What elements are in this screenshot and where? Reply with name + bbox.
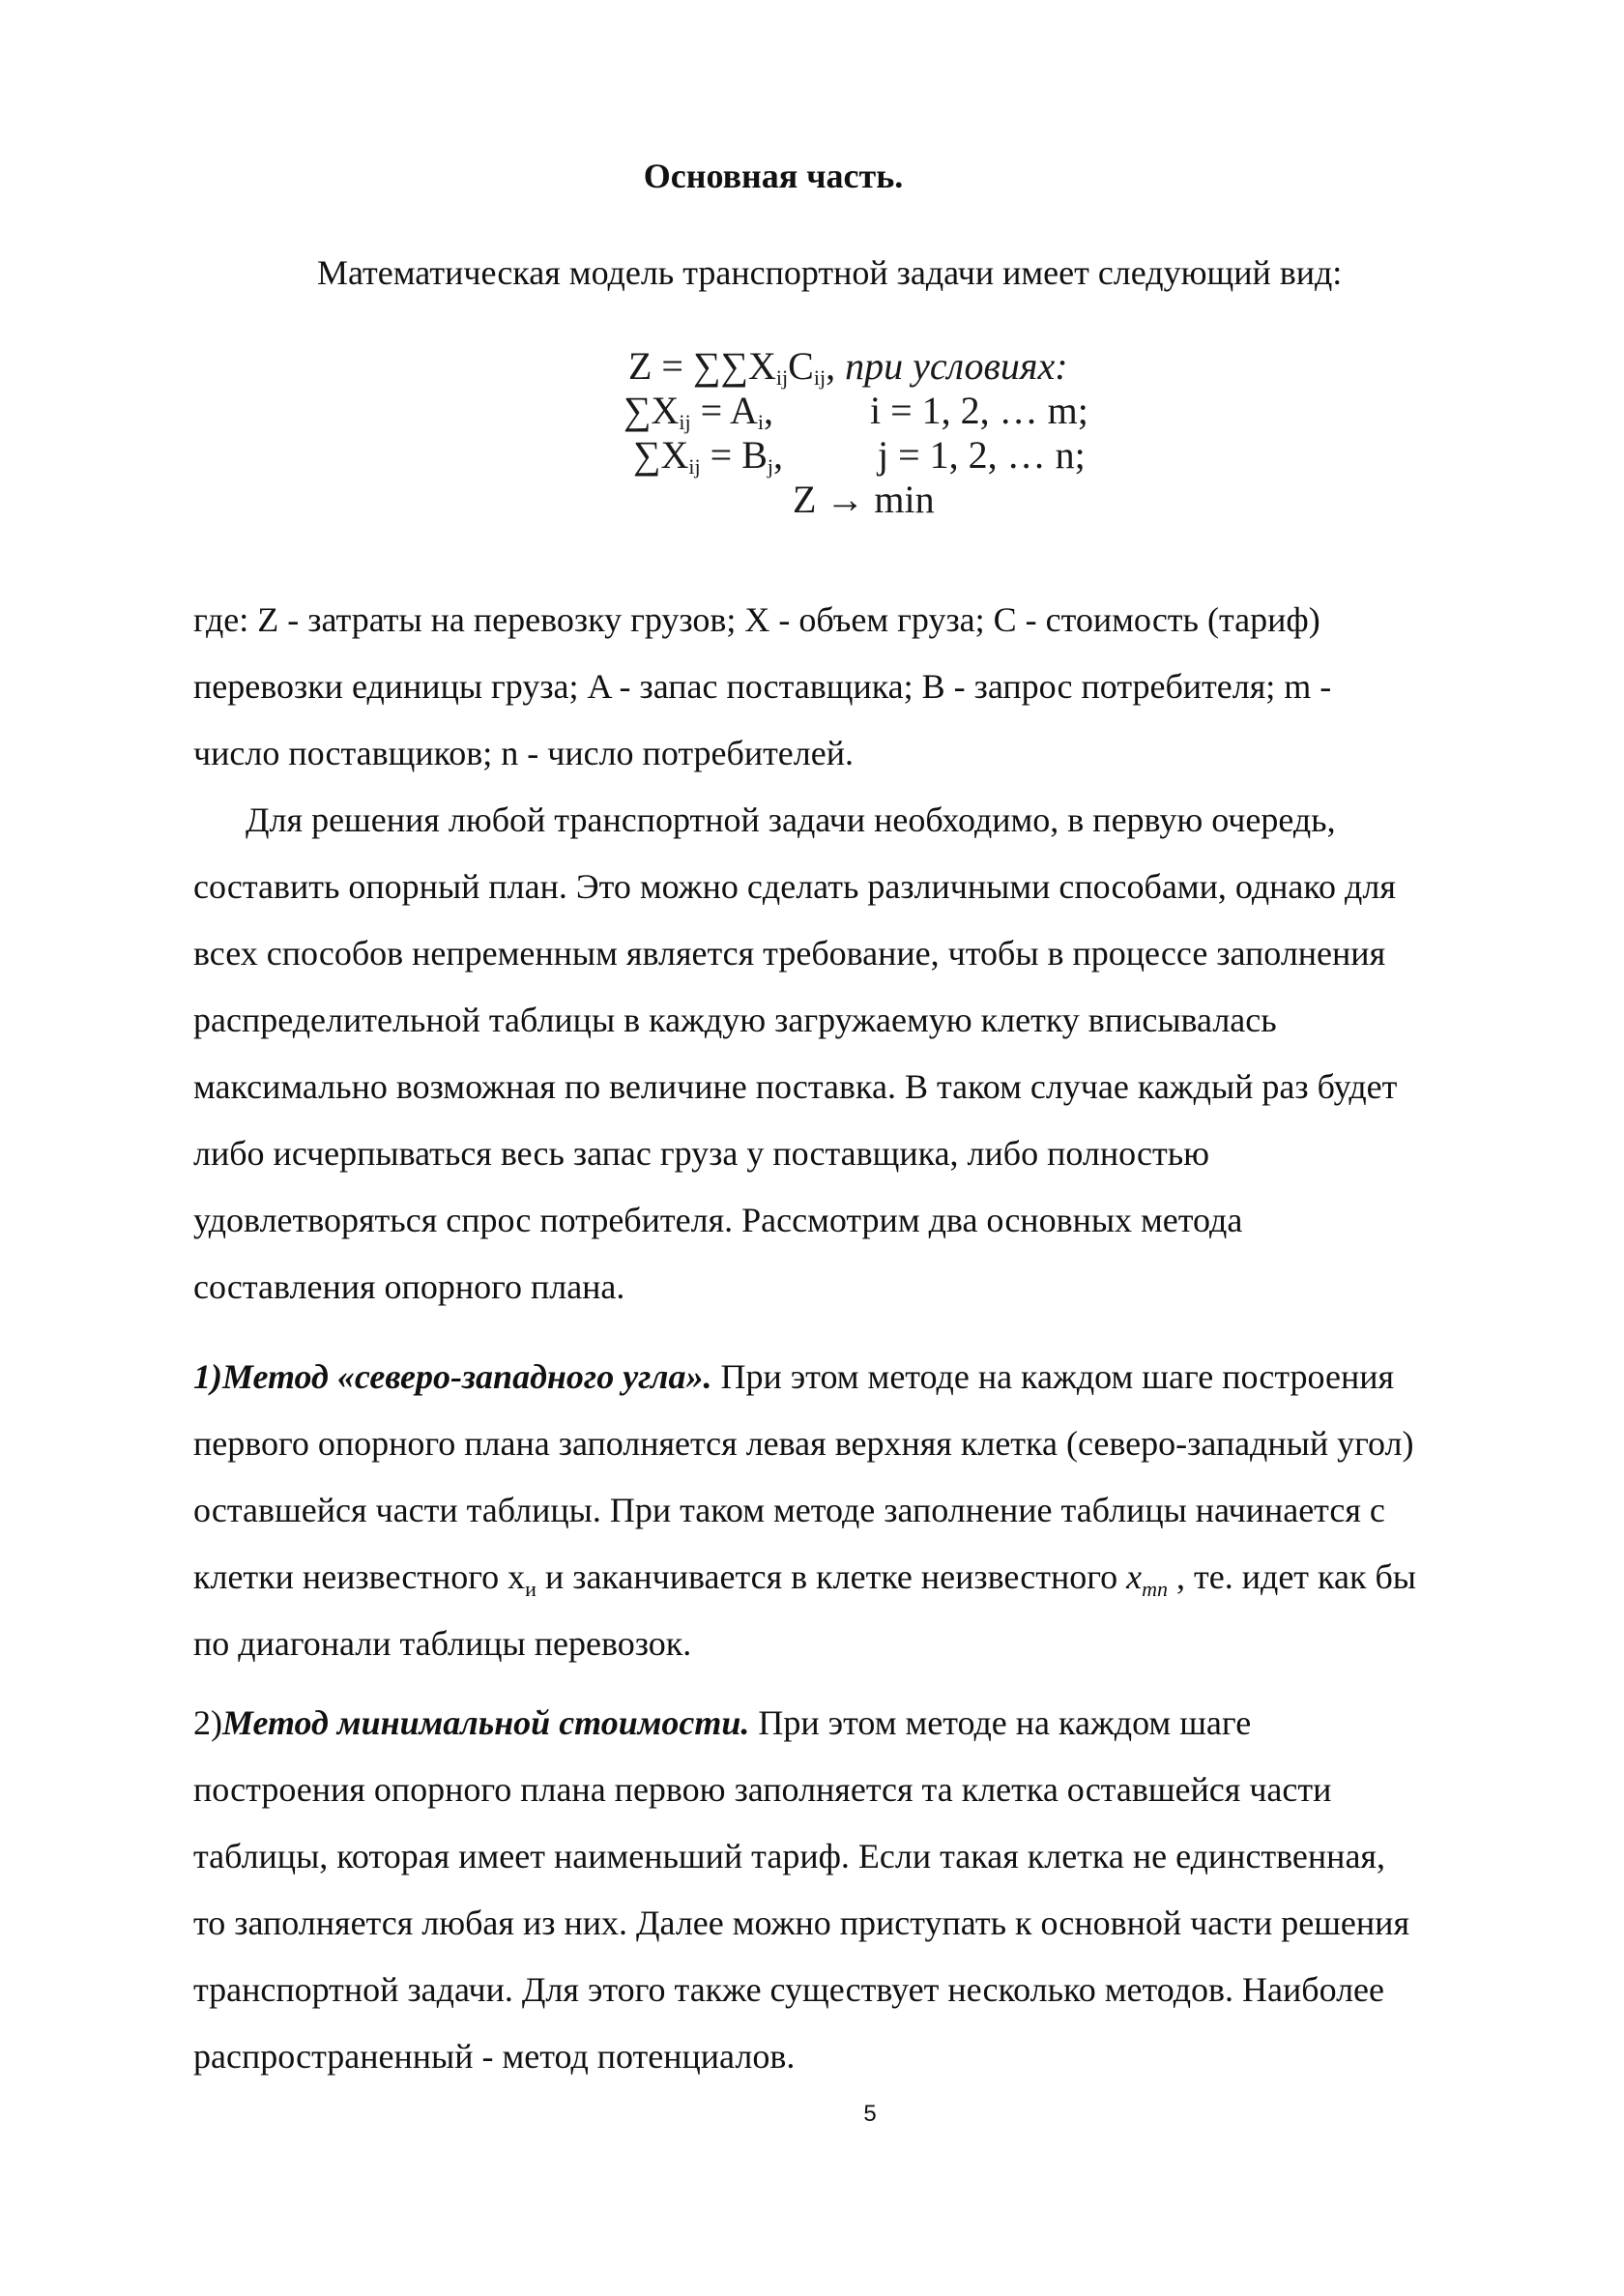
paragraph-line-5: максимально возможная по величине поставка. В таком случае каждый раз будет	[193, 1067, 1398, 1106]
definitions-line-3: число поставщиков; n - число потребителей.	[193, 734, 854, 772]
paragraph-line-6: либо исчерпываться весь запас груза у поставщика, либо полностью	[193, 1134, 1210, 1173]
method1-line-3: оставшейся части таблицы. При таком методе заполнение таблицы начинается с	[193, 1491, 1385, 1529]
method1-line-5: по диагонали таблицы перевозок.	[193, 1624, 692, 1663]
paragraph-line-3: всех способов непременным является требование, чтобы в процессе заполнения	[193, 934, 1386, 973]
method1-line-1: 1)Метод «северо-западного угла». При этом методе на каждом шаге построения	[193, 1357, 1395, 1396]
paragraph-line-2: составить опорный план. Это можно сделать различными способами, однако для	[193, 867, 1396, 906]
method2-title: Метод минимальной стоимости.	[222, 1703, 750, 1742]
formula-objective: $Z = \sum\sum X_{ij}C_{ij}$, при условиях:	[628, 344, 1068, 390]
intro-sentence: Математическая модель транспортной задачи имеет следующий вид:	[317, 253, 1343, 292]
formula-minimize: Z → min	[793, 478, 935, 521]
method1-line-4: клетки неизвестного $х_и$ и заканчивается в клетке неизвестного $x_{mn}$ , те. идет как бы	[193, 1557, 1416, 1601]
formula-supply-constraint: $\sum X_{ij} = A_i$, i = 1, 2, … m;	[624, 389, 1088, 434]
method2-line-5: транспортной задачи. Для этого также существует несколько методов. Наиболее	[193, 1970, 1385, 2009]
method2-line-1: 2)Метод минимальной стоимости. При этом методе на каждом шаге	[193, 1703, 1252, 1742]
paragraph-line-8: составления опорного плана.	[193, 1267, 625, 1306]
page-number: 5	[863, 2101, 877, 2127]
method2-line-2: построения опорного плана первою заполняется та клетка оставшейся части	[193, 1770, 1332, 1809]
method2-line-6: распространенный - метод потенциалов.	[193, 2037, 796, 2076]
formula-demand-constraint: $\sum X_{ij} = B_j$, j = 1, 2, … n;	[633, 433, 1086, 479]
formula-condition-label: при условиях:	[845, 344, 1068, 388]
paragraph-line-7: удовлетворяться спрос потребителя. Рассмотрим два основных метода	[193, 1201, 1243, 1239]
method2-line-3: таблицы, которая имеет наименьший тариф. Если такая клетка не единственная,	[193, 1837, 1385, 1875]
definitions-line-1: где: Z - затраты на перевозку грузов; X - объем груза; C - стоимость (тариф)	[193, 600, 1320, 639]
method2-line-4: то заполняется любая из них. Далее можно приступать к основной части решения	[193, 1904, 1409, 1942]
definitions-line-2: перевозки единицы груза; A - запас поставщика; B - запрос потребителя; m -	[193, 667, 1332, 706]
math-model-formula	[624, 343, 1165, 537]
paragraph-line-4: распределительной таблицы в каждую загружаемую клетку вписывалась	[193, 1001, 1277, 1039]
method1-title: 1)Метод «северо-западного угла».	[193, 1357, 712, 1396]
paragraph-line-1: Для решения любой транспортной задачи необходимо, в первую очередь,	[193, 800, 1336, 839]
section-heading: Основная часть.	[643, 157, 904, 195]
method1-line-2: первого опорного плана заполняется левая верхняя клетка (северо-западный угол)	[193, 1424, 1414, 1463]
